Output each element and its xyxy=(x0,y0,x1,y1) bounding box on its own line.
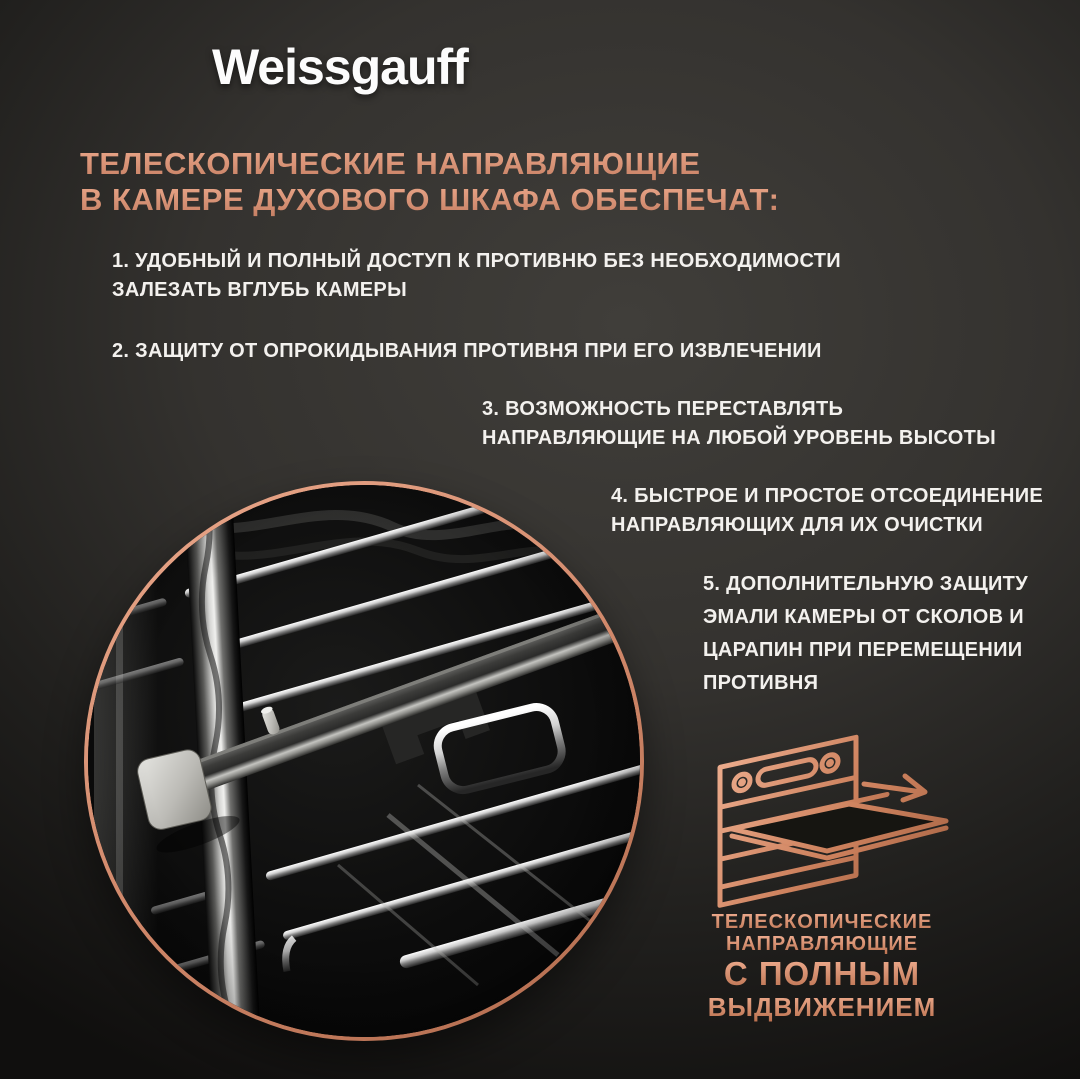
oven-tray-slide-icon xyxy=(712,727,960,909)
oven-interior-telescopic-rail-photo xyxy=(88,485,640,1037)
benefit-item-3 xyxy=(482,395,996,453)
badge-line: ВЫДВИЖЕНИЕМ xyxy=(686,992,958,1022)
benefit-line: НАПРАВЛЯЮЩИХ ДЛЯ ИХ ОЧИСТКИ xyxy=(611,514,983,536)
benefit-item-4 xyxy=(611,482,1043,540)
benefit-line: НАПРАВЛЯЮЩИЕ НА ЛЮБОЙ УРОВЕНЬ ВЫСОТЫ xyxy=(482,427,996,449)
benefit-line: 3. ВОЗМОЖНОСТЬ ПЕРЕСТАВЛЯТЬ xyxy=(482,398,844,420)
benefit-line: 1. УДОБНЫЙ И ПОЛНЫЙ ДОСТУП К ПРОТИВНЮ БЕЗ НЕОБХОДИМОСТИ xyxy=(112,250,841,272)
benefit-item-2 xyxy=(112,337,822,366)
page-title-line: В КАМЕРЕ ДУХОВОГО ШКАФА ОБЕСПЕЧАТ: xyxy=(80,182,780,217)
vignette xyxy=(88,485,640,1037)
rack-level-line xyxy=(720,857,856,887)
benefit-item-1 xyxy=(112,247,841,305)
badge-line: НАПРАВЛЯЮЩИЕ xyxy=(686,934,958,955)
benefit-line: 2. ЗАЩИТУ ОТ ОПРОКИДЫВАНИЯ ПРОТИВНЯ ПРИ ЕГО ИЗВЛЕЧЕНИИ xyxy=(112,340,822,362)
benefit-line: 5. ДОПОЛНИТЕЛЬНУЮ ЗАЩИТУ xyxy=(703,573,1028,595)
page-title-line: ТЕЛЕСКОПИЧЕСКИЕ НАПРАВЛЯЮЩИЕ xyxy=(80,146,779,182)
oven-interior-illustration xyxy=(88,485,640,1037)
benefit-line: ПРОТИВНЯ xyxy=(703,672,819,694)
benefit-line: ЦАРАПИН ПРИ ПЕРЕМЕЩЕНИИ xyxy=(703,639,1023,661)
benefit-line: 4. БЫСТРОЕ И ПРОСТОЕ ОТСОЕДИНЕНИЕ xyxy=(611,485,1044,507)
page-title xyxy=(80,146,779,218)
badge-line: ТЕЛЕСКОПИЧЕСКИЕ xyxy=(686,911,958,934)
feature-badge-caption xyxy=(686,911,958,1022)
oven-knob-dot xyxy=(741,781,744,785)
badge-line-emphasis: С ПОЛНЫМ xyxy=(686,956,958,992)
oven-display-slot xyxy=(758,758,816,787)
benefit-item-5 xyxy=(703,568,1028,700)
benefit-line: ЭМАЛИ КАМЕРЫ ОТ СКОЛОВ И xyxy=(703,606,1024,628)
photo-copper-ring xyxy=(84,481,644,1041)
oven-knob-dot xyxy=(829,761,832,765)
benefit-line: ЗАЛЕЗАТЬ ВГЛУБЬ КАМЕРЫ xyxy=(112,279,407,301)
brand-logo: Weissgauff xyxy=(212,39,468,95)
